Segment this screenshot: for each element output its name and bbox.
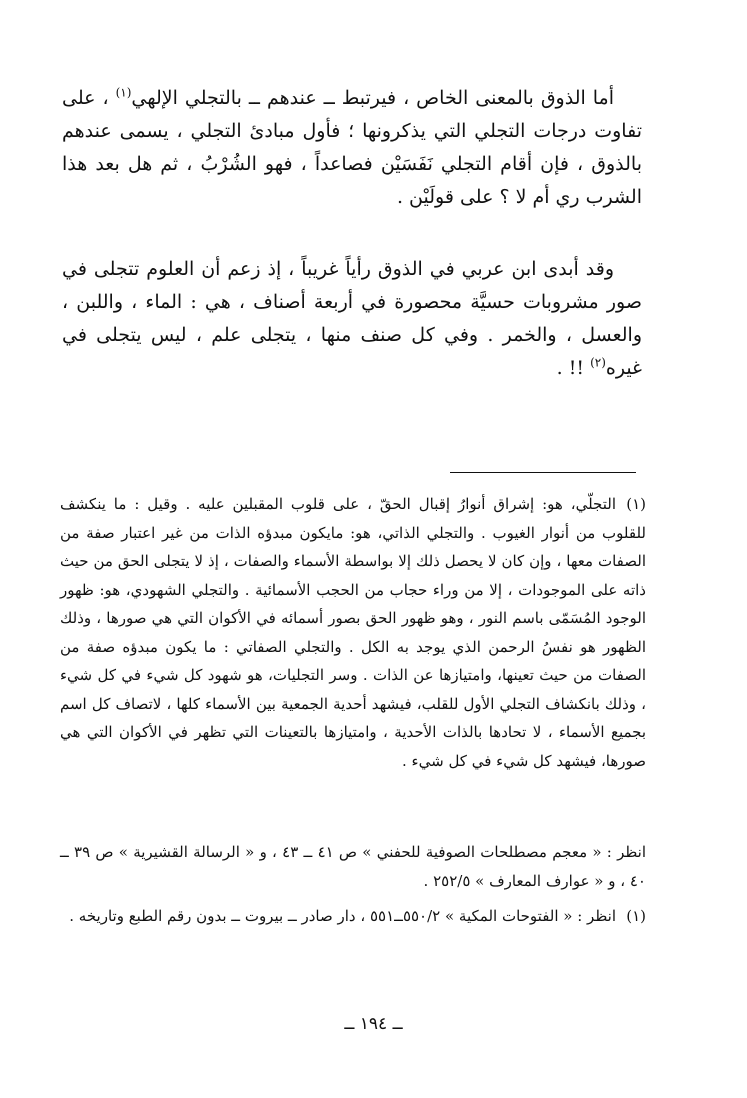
- paragraph-2-text-start: وقد أبدى ابن عربي في الذوق رأياً غريباً ، إذ زعم أن العلوم تتجلى في صور مشروبات حسيَّة محصورة في أربعة أصناف ، هي : الماء ، واللبن ، والعسل ، والخمر . وفي كل صنف منها ، يتجلى علم ، ليس يتجلى في غيره: [62, 258, 642, 379]
- footnote-1-text: التجلّي، هو: إشراق أنوارُ إقبال الحقّ ، على قلوب المقبلين عليه . وقيل : ما ينكشف للقلوب من أنوار الغيوب . والتجلي الذاتي، هو: مايكون مبدؤه الذات من غير اعتبار صفة من الصفات معها ، وإن كان لا يحصل ذلك إلا بواسطة الأسماء والصفات ، إذ لا يتجلى الحق من حيث ذاته على الموجودات ، إلا من وراء حجاب من الحجب الأسمائية . والتجلي الشهودي، هو: ظهور الوجود المُسَمّى باسم النور ، وهو ظهور الحق بصور أسمائه في الأكوان التي هي صورها ، وذلك الظهور هو نفسُ الرحمن الذي يوجد به الكل . والتجلي الصفاتي : ما يكون مبدؤه صفة من الصفات من حيث تعينها، وامتيازها عن الذات . وسر التجليات، هو شهود كل شيء في كل شيء ، وذلك بانكشاف التجلي الأول للقلب، فيشهد أحدية الجمعية بين الأسماء كلها ، لاتصاف كل اسم بجميع الأسماء ، لا تحادها بالذات الأحدية ، وامتيازها بالتعينات التي تظهر في الأكوان التي هي صورها، فيشهد كل شيء في كل شيء .: [60, 495, 646, 770]
- footnote-1: [60, 490, 646, 775]
- footnote-1-number: (١): [626, 495, 646, 513]
- paragraph-1-text-start: أما الذوق بالمعنى الخاص ، فيرتبط ــ عندهم ــ بالتجلي الإلهي: [131, 87, 614, 109]
- footnote-2-text: انظر : « الفتوحات المكية » ٥٥٠/٢ــ٥٥١ ، دار صادر ــ بيروت ــ بدون رقم الطبع وتاريخه .: [69, 907, 616, 925]
- footnote-2-number: (١): [626, 907, 646, 925]
- body-paragraph-2: [62, 253, 642, 385]
- page-number: ــ ١٩٤ ــ: [344, 1014, 403, 1034]
- footnote-separator: [450, 472, 636, 473]
- body-paragraph-1: [62, 82, 642, 214]
- paragraph-1-text-end: ، على تفاوت درجات التجلي التي يذكرونها ؛ فأول مبادئ التجلي ، يسمى عندهم بالذوق ، فإن أقام التجلي نَفَسَيْن فصاعداً ، فهو الشُرْبُ ، ثم هل بعد هذا الشرب ري أم لا ؟ على قولَيْن .: [62, 87, 642, 208]
- footnote-1-reference: انظر : « معجم مصطلحات الصوفية للحفني » ص ٤١ ــ ٤٣ ، و « الرسالة القشيرية » ص ٣٩ ــ ٤٠ ، و « عوارف المعارف » ٢٥٢/٥ .: [60, 843, 647, 890]
- footnote-2: [60, 902, 646, 931]
- paragraph-2-text-end: !! .: [556, 357, 591, 379]
- footnote-marker-2: (٢): [590, 355, 606, 370]
- footnote-marker-1: (١): [115, 85, 132, 100]
